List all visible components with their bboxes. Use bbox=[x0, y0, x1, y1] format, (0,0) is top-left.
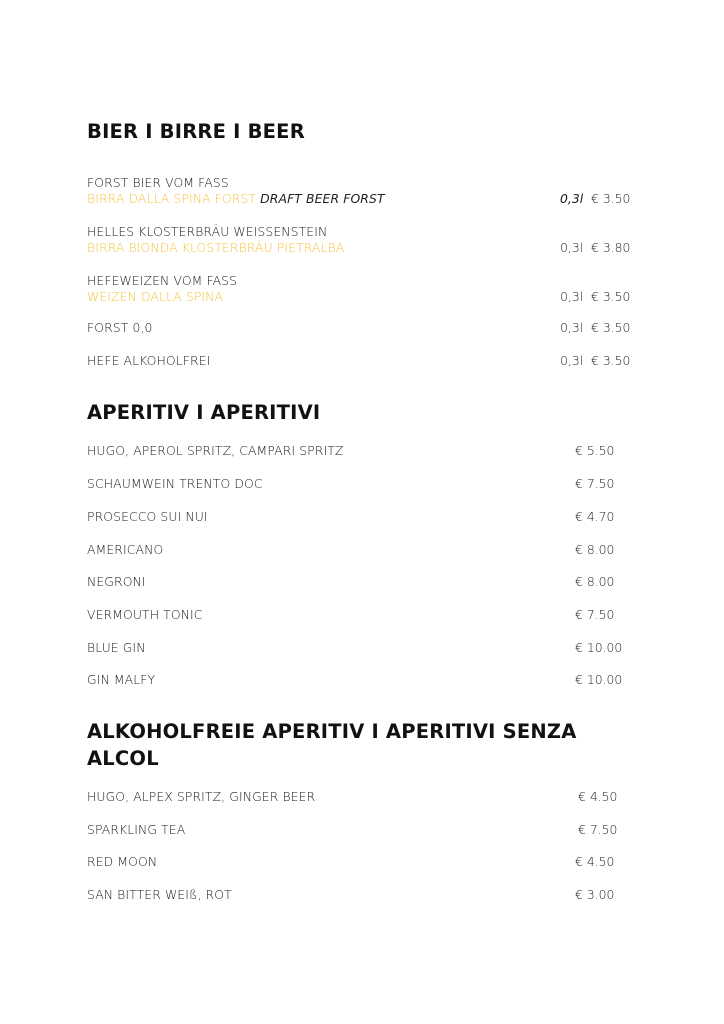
item-name: HEFE ALKOHOLFREI bbox=[87, 353, 211, 368]
item-subtitle bbox=[87, 289, 223, 305]
item-price: € 4.70 bbox=[575, 509, 615, 524]
item-subtitle-it: BIRRA DALLA SPINA FORST bbox=[87, 191, 257, 206]
item-name: HELLES KLOSTERBRÄU WEISSENSTEIN bbox=[87, 224, 328, 239]
item-name: HEFEWEIZEN VOM FASS bbox=[87, 273, 238, 288]
item-name: FORST BIER VOM FASS bbox=[87, 175, 229, 190]
item-name: BLUE GIN bbox=[87, 640, 146, 655]
item-price: € 3.50 bbox=[591, 353, 631, 368]
item-price: € 10.00 bbox=[575, 672, 623, 687]
item-subtitle-en: DRAFT BEER FORST bbox=[260, 191, 385, 206]
item-volume: 0,3l bbox=[560, 353, 584, 368]
item-price: € 3.50 bbox=[591, 289, 631, 304]
section-title: ALKOHOLFREIE APERITIV I APERITIVI SENZA ALCOL bbox=[87, 720, 577, 770]
item-price: € 3.50 bbox=[591, 320, 631, 335]
item-subtitle-it: WEIZEN DALLA SPINA bbox=[87, 289, 224, 304]
item-volume: 0,3l bbox=[560, 289, 584, 304]
item-price: € 3.50 bbox=[591, 191, 631, 206]
item-name: HUGO, APEROL SPRITZ, CAMPARI SPRITZ bbox=[87, 443, 344, 458]
item-price: € 10.00 bbox=[575, 640, 623, 655]
item-price: € 4.50 bbox=[578, 789, 618, 804]
item-price: € 7.50 bbox=[575, 607, 615, 622]
item-name: SCHAUMWEIN TRENTO DOC bbox=[87, 476, 263, 491]
item-name: SPARKLING TEA bbox=[87, 822, 186, 837]
item-price: € 3.80 bbox=[591, 240, 631, 255]
item-name: VERMOUTH TONIC bbox=[87, 607, 203, 622]
item-name: SAN BITTER WEIß, ROT bbox=[87, 887, 232, 902]
item-name: AMERICANO bbox=[87, 542, 164, 557]
item-name: HUGO, ALPEX SPRITZ, GINGER BEER bbox=[87, 789, 316, 804]
item-price: € 3.00 bbox=[575, 887, 615, 902]
item-subtitle bbox=[87, 191, 385, 207]
item-price: € 5.50 bbox=[575, 443, 615, 458]
item-price: € 7.50 bbox=[575, 476, 615, 491]
item-price: € 7.50 bbox=[578, 822, 618, 837]
item-name: GIN MALFY bbox=[87, 672, 156, 687]
item-subtitle-it: BIRRA BIONDA KLOSTERBRÄU PIETRALBA bbox=[87, 240, 345, 255]
item-price: € 8.00 bbox=[575, 574, 615, 589]
item-name: PROSECCO SUI NUI bbox=[87, 509, 208, 524]
item-price: € 4.50 bbox=[575, 854, 615, 869]
item-volume: 0,3l bbox=[560, 320, 584, 335]
section-title: BIER I BIRRE I BEER bbox=[87, 120, 305, 143]
item-subtitle bbox=[87, 240, 344, 256]
item-name: FORST 0,0 bbox=[87, 320, 153, 335]
item-name: NEGRONI bbox=[87, 574, 146, 589]
item-volume: 0,3l bbox=[560, 191, 584, 206]
item-volume: 0,3l bbox=[560, 240, 584, 255]
item-name: RED MOON bbox=[87, 854, 158, 869]
item-price: € 8.00 bbox=[575, 542, 615, 557]
section-title: APERITIV I APERITIVI bbox=[87, 401, 321, 424]
